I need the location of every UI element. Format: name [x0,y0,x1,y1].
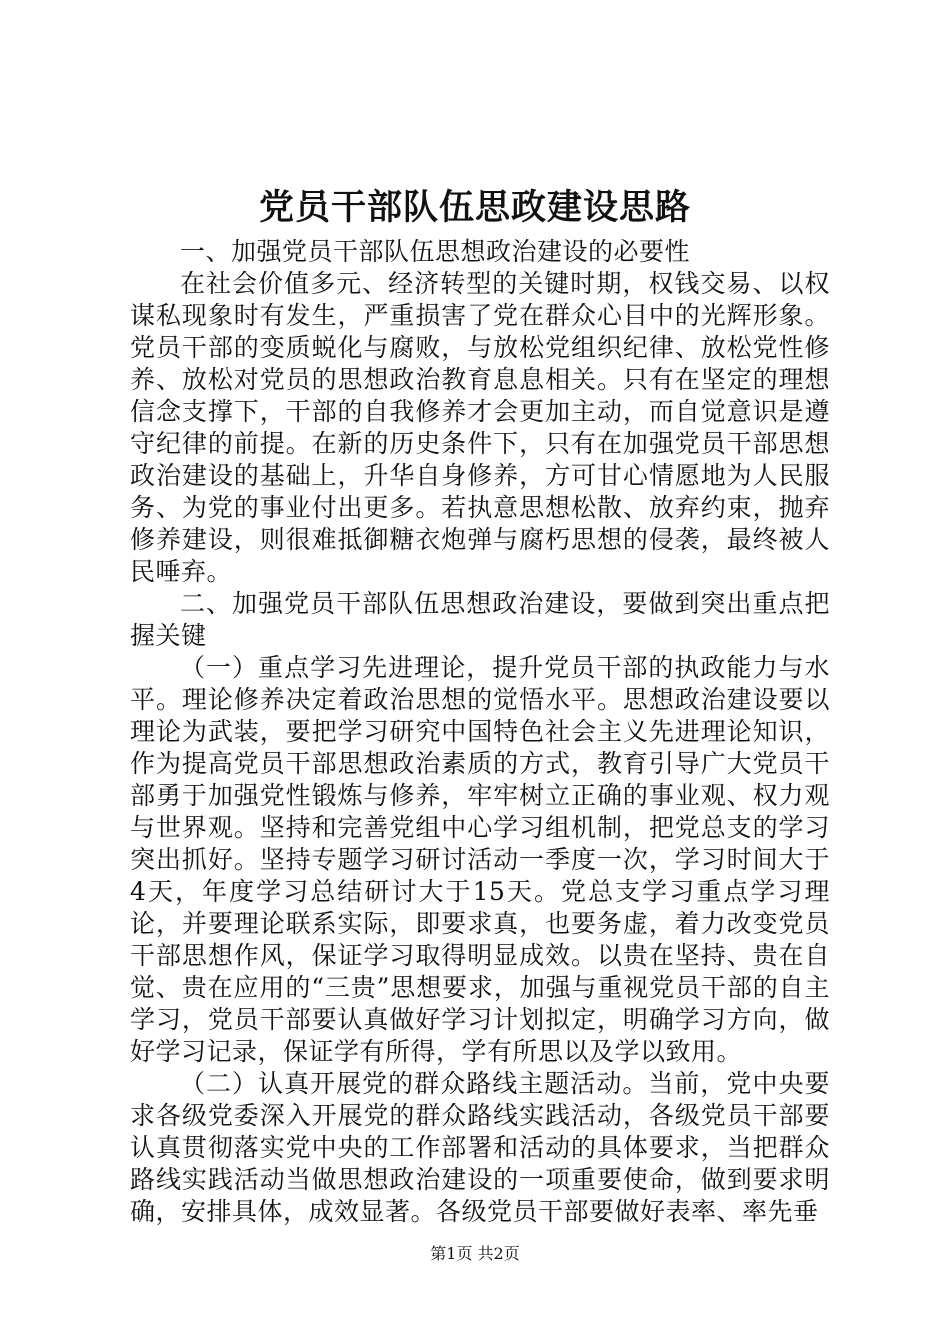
body-paragraph-1: 在社会价值多元、经济转型的关键时期，权钱交易、以权谋私现象时有发生，严重损害了党在群众心目中的光辉形象。党员干部的变质蜕化与腐败，与放松党组织纪律、放松党性修养、放松对党员的思想政治教育息息相关。只有在坚定的理想信念支撑下，干部的自我修养才会更加主动，而自觉意识是遵守纪律的前提。在新的历史条件下，只有在加强党员干部思想政治建设的基础上，升华自身修养，方可甘心情愿地为人民服务、为党的事业付出更多。若执意思想松散、放弃约束，抛弃修养建设，则很难抵御糖衣炮弹与腐朽思想的侵袭，最终被人民唾弃。 [130,269,830,586]
page-number-footer: 第1页 共2页 [430,1244,520,1263]
section-heading-1: 一、加强党员干部队伍思想政治建设的必要性 [180,237,691,266]
section-heading-2: 二、加强党员干部队伍思想政治建设，要做到突出重点把握关键 [130,589,830,650]
document-title: 党员干部队伍思政建设思路 [258,187,691,228]
document-body [130,236,830,1228]
body-paragraph-3: （二）认真开展党的群众路线主题活动。当前，党中央要求各级党委深入开展党的群众路线实践活动，各级党员干部要认真贯彻落实党中央的工作部署和活动的具体要求，当把群众路线实践活动当做思想政治建设的一项重要使命，做到要求明确，安排具体，成效显著。各级党员干部要做好表率、率先垂 [130,1069,830,1226]
body-paragraph-2: （一）重点学习先进理论，提升党员干部的执政能力与水平。理论修养决定着政治思想的觉悟水平。思想政治建设要以理论为武装，要把学习研究中国特色社会主义先进理论知识，作为提高党员干部思想政治素质的方式，教育引导广大党员干部勇于加强党性锻炼与修养，牢牢树立正确的事业观、权力观与世界观。坚持和完善党组中心学习组机制，把党总支的学习突出抓好。坚持专题学习研讨活动一季度一次，学习时间大于4天，年度学习总结研讨大于15天。党总支学习重点学习理论，并要理论联系实际，即要求真，也要务虚，着力改变党员干部思想作风，保证学习取得明显成效。以贵在坚持、贵在自觉、贵在应用的“三贵”思想要求，加强与重视党员干部的自主学习，党员干部要认真做好学习计划拟定，明确学习方向，做好学习记录，保证学有所得，学有所思以及学以致用。 [130,653,830,1066]
